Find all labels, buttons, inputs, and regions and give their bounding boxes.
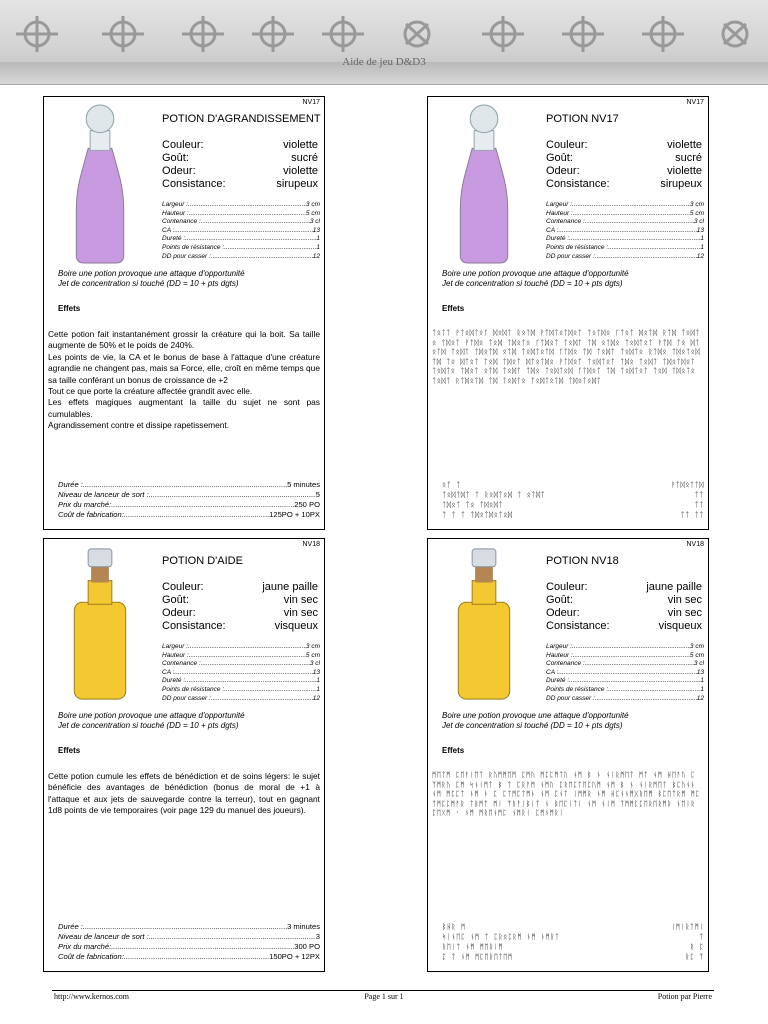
encrypted-footer-row (442, 942, 704, 952)
stat-label: Hauteur : (546, 651, 573, 659)
stat-value: 3 cm (305, 643, 320, 650)
footer-stat-row (58, 510, 320, 520)
leader-dots (124, 510, 269, 520)
leader-dots (224, 244, 316, 253)
rune-emblem-icon (320, 14, 366, 54)
property-row (162, 581, 318, 594)
potion-bottle-icon (448, 543, 520, 709)
stat-row (162, 210, 320, 219)
property-row (162, 165, 318, 178)
stat-label: CA : (546, 226, 559, 234)
stat-row (162, 643, 320, 652)
stat-value: 1 (316, 235, 320, 243)
stat-label: DD pour casser : (162, 694, 211, 702)
property-label: Goût: (546, 594, 573, 606)
stat-value: 5 cm (689, 651, 704, 659)
stat-row (162, 218, 320, 227)
property-row (546, 165, 702, 178)
stat-value: 13 (696, 668, 704, 676)
effects-heading: Effets (58, 746, 81, 755)
potion-bottle-icon (448, 101, 520, 267)
leader-dots (174, 227, 312, 236)
property-row (546, 139, 702, 152)
leader-dots (558, 227, 696, 236)
potion-stats (162, 201, 320, 261)
leader-dots (83, 480, 287, 490)
leader-dots (211, 695, 313, 704)
property-row (162, 594, 318, 607)
property-row (162, 620, 318, 633)
property-label: Couleur: (162, 581, 204, 593)
stat-label: CA : (546, 668, 559, 676)
footer-stat-row (58, 952, 320, 962)
rune-emblem-icon (250, 14, 296, 54)
encrypted-label: ᛒᚺᚱ ᛗ (442, 923, 466, 931)
encrypted-effects-text: ᛏᛟᛏᛏ ᚹᛏᛟᛞᛏᛟᚴ ᛞᛟᛞᛏ ᚱᛟᛏᛞ ᚹᛏᛞᛏᛟᛏᛞᛟᛏ ᛏᛟᛏᛞᛟ ᚴᛏᛟᛏ ᛞᛟᛏᛞ ᚱᛏᛞ ᛏᛟᛞᛏᛟ ᛏᛞᛟᛏ ᚹᛏᛞᛟ ᛏᛟᛞ ᛏᛞᛟᛏᛟ ᚴᛏᛞᛟᛏ ᛏᛟᛞᛏ ᛏᛞ ᛟᛏᛞᛟ ᛏᛟᛞᛏᛟᛏ ᚹᛏᛞ ᛏᛟ ᛞᛏᛟᛏᛞ ᛏᛟᛞᛏ ᛏᛞᛟᛏᛞ ᛟᛏᛞ ᛏᛟᛞᛏᛟᛏᛞ ᚴᛏᛞᛟ ᛏᛞ ᛏᛟᛞᛏ ᛏᛟᛞᛏᛟ ᚱᛏᛞᛟ ᛏᛞᛟᛏᛟᛞ ᛏᛞ ᛏᛟ ᛞᛏᛟᛏ ᛏᛟᛞ ᛏᛞᛟᛏ ᛞᛏᛟᛏᛞᛟ ᚹᛏᛞᛟᛏ ᛏᛟᛞᛏᛟᛏ ᛏᛞᛟ ᛏᛟᛞᛏ ᛏᛞᛟᛏᛞᛟᛏ ᛏᛟᛞᛏᛟ ᛏᛞᛟᛏ ᛟᛏᛞ ᛏᛟᛞᛏ ᛏᛞᛟ ᛏᛟᛞᛏᛟᛞ ᚴᛏᛞᛟᛏ ᛏᛞ ᛏᛟᛞᛏᛟᛏ ᛏᛟᛞ ᛏᛞᛟᛏᛟ ᛏᛟᛞᛏ ᚱᛏᛞᛟᛏᛞ ᛏᛞ ᛏᛟᛞᛏᛟ ᛏᛟᛞᛏᛟᛏᛞ ᛏᛞᛟᛏᛟᛞᛏ (432, 329, 701, 385)
encrypted-value: ᛏᛏ (694, 501, 704, 509)
warning-text (58, 711, 245, 731)
potion-card (427, 96, 709, 530)
stat-row (162, 253, 320, 262)
property-row (162, 139, 318, 152)
warning-line: Boire une potion provoque une attaque d'opportunité (442, 711, 629, 720)
stat-label: Points de résistance : (162, 243, 225, 251)
encrypted-value: ᚱᛈ ᛉ (685, 953, 704, 961)
rune-emblem-icon (560, 14, 606, 54)
stat-value: 1 (700, 685, 704, 693)
stat-label: Contenance : (546, 660, 585, 668)
warning-line: Jet de concentration si touché (DD = 10 + pts dgts) (442, 721, 623, 730)
property-label: Couleur: (162, 139, 204, 151)
encrypted-label: ᛟᛏ ᛏ (442, 481, 461, 489)
property-row (162, 152, 318, 165)
leader-dots (124, 952, 269, 962)
encrypted-label: ᛏ ᛏ ᛏ ᛏᛞᛟᛏᛞᛟᛏᛟᛞ (442, 511, 513, 519)
stat-label: Points de résistance : (546, 243, 609, 251)
warning-line: Jet de concentration si touché (DD = 10 + pts dgts) (442, 279, 623, 288)
property-value: sucré (675, 152, 702, 164)
stat-value: 1 (700, 235, 704, 243)
leader-dots (149, 490, 316, 500)
property-row (546, 152, 702, 165)
footer-stat-row (58, 942, 320, 952)
property-label: Couleur: (546, 581, 588, 593)
stat-value: 1 (316, 685, 320, 693)
stat-label: Hauteur : (162, 209, 189, 217)
footer-stat-label: Prix du marché: (58, 942, 112, 951)
stat-label: Hauteur : (162, 651, 189, 659)
footer-stat-label: Coût de fabrication: (58, 510, 124, 519)
effects-paragraph: Cette potion cumule les effets de bénédiction et de soins légers: le sujet bénéficie des avantages de bénédiction (bonus de moral de +1 à l'attaque et aux jets de sauvegarde contre la terreur), tout en gagnant 1d8 points de vie temporaires (voir page 129 du manuel des joueurs). (48, 771, 320, 816)
warning-text (58, 269, 245, 289)
card-code: NV18 (686, 541, 704, 548)
encrypted-label: ᛏᛞᛟᛏ ᛏᛟ ᛏᛞᛟᛞᛏ (442, 501, 504, 509)
leader-dots (585, 660, 694, 669)
leader-dots (595, 253, 697, 262)
stat-row (162, 660, 320, 669)
leader-dots (188, 201, 306, 210)
leader-dots (201, 218, 310, 227)
header-banner (0, 0, 768, 85)
footer-stat-label: Prix du marché: (58, 500, 112, 509)
stat-label: Contenance : (162, 660, 201, 668)
property-label: Consistance: (546, 620, 610, 632)
stat-label: Dureté : (162, 677, 186, 685)
stat-label: DD pour casser : (162, 252, 211, 260)
property-label: Consistance: (162, 620, 226, 632)
rune-emblem-icon (480, 14, 526, 54)
warning-line: Jet de concentration si touché (DD = 10 + pts dgts) (58, 721, 239, 730)
stat-value: 13 (312, 226, 320, 234)
encrypted-footer-row (442, 490, 704, 500)
potion-bottle-icon (64, 543, 136, 709)
property-label: Odeur: (546, 165, 580, 177)
property-value: sirupeux (660, 178, 702, 190)
stat-row (546, 235, 704, 244)
encrypted-value: ᚱ ᛈ (689, 943, 704, 951)
property-value: vin sec (283, 607, 318, 619)
potion-stats (546, 201, 704, 261)
property-row (546, 620, 702, 633)
warning-text (442, 711, 629, 731)
stat-row (546, 677, 704, 686)
encrypted-value: ᛏᛏ (694, 491, 704, 499)
effects-paragraph: Cette potion fait instantanément grossir la créature qui la boit. Sa taille augmente de 50% et le poids de 240%. (48, 329, 320, 351)
leader-dots (608, 244, 700, 253)
leader-dots (189, 652, 306, 661)
stat-label: Largeur : (162, 643, 189, 650)
rune-emblem-icon (100, 14, 146, 54)
stat-value: 3 cm (689, 643, 704, 650)
encrypted-label: ᛋᛁᚾᛖᛈ ᚾᛗ ᛏ ᛈᚱᛟᛈᚱᛗ ᚾᛗ ᚾᛗᚱᛏ (442, 933, 560, 941)
encrypted-value: ᛏ (699, 933, 704, 941)
property-value: jaune paille (262, 581, 318, 593)
stat-value: 1 (700, 243, 704, 251)
stat-value: 13 (696, 226, 704, 234)
card-code: NV18 (302, 541, 320, 548)
property-label: Consistance: (546, 178, 610, 190)
footer-stat-value: 5 (315, 490, 320, 499)
stat-row (546, 695, 704, 704)
stat-row (162, 244, 320, 253)
stat-row (162, 227, 320, 236)
effects-paragraph: Les points de vie, la CA et le bonus de base à l'attaque d'une créature agrandie ne changent pas, mais sa Force, elle, croît en même temps que sa taille conférant un bonus de croissance de +2 (48, 351, 320, 385)
warning-line: Boire une potion provoque une attaque d'opportunité (442, 269, 629, 278)
footer-stat-value: 3 (315, 932, 320, 941)
stat-label: Dureté : (546, 677, 570, 685)
potion-name: POTION NV17 (546, 113, 619, 125)
footer-stat-value: 3 minutes (287, 922, 320, 931)
property-value: vin sec (667, 594, 702, 606)
effects-heading: Effets (442, 304, 465, 313)
warning-text (442, 269, 629, 289)
stat-row (546, 201, 704, 210)
property-row (162, 178, 318, 191)
footer-stat-row (58, 932, 320, 942)
effects-paragraph: Les effets magiques augmentant la taille du sujet ne sont pas cumulables. (48, 397, 320, 419)
stat-label: Dureté : (546, 235, 570, 243)
stat-row (162, 652, 320, 661)
effects-paragraph: Agrandissement contre et dissipe rapetissement. (48, 420, 230, 431)
leader-dots (569, 235, 700, 244)
stat-row (162, 669, 320, 678)
effects-description (48, 771, 320, 817)
stat-label: DD pour casser : (546, 694, 595, 702)
rune-emblem-icon (14, 14, 60, 54)
property-value: visqueux (658, 620, 702, 632)
stat-value: 3 cm (305, 201, 320, 208)
encrypted-footer-row (442, 952, 704, 962)
property-label: Goût: (162, 594, 189, 606)
stat-row (546, 253, 704, 262)
leader-dots (185, 235, 316, 244)
stat-label: Hauteur : (546, 209, 573, 217)
footer-author: Potion par Pierre (657, 992, 712, 1001)
property-label: Odeur: (546, 607, 580, 619)
rune-emblem-icon (394, 14, 440, 54)
footer-url[interactable]: http://www.kernos.com (54, 992, 130, 1001)
effects-heading: Effets (442, 746, 465, 755)
footer-stat-label: Niveau de lanceur de sort : (58, 490, 149, 499)
stat-value: 3 cl (309, 218, 320, 226)
property-value: violette (667, 165, 702, 177)
potion-properties (162, 581, 318, 633)
stat-value: 5 cm (305, 651, 320, 659)
footer-stat-label: Durée : (58, 922, 83, 931)
stat-row (162, 201, 320, 210)
footer-stat-row (58, 490, 320, 500)
effects-description (48, 329, 320, 432)
footer-stat-label: Durée : (58, 480, 83, 489)
encrypted-label: ᚱᛖᛁᛏ ᚾᛗ ᛗᛖᚱᛁᛗ (442, 943, 504, 951)
stat-value: 1 (316, 677, 320, 685)
leader-dots (211, 253, 313, 262)
leader-dots (573, 652, 690, 661)
potion-card (427, 538, 709, 972)
footer-stat-label: Coût de fabrication: (58, 952, 124, 961)
stat-row (162, 235, 320, 244)
stat-row (546, 218, 704, 227)
property-value: jaune paille (646, 581, 702, 593)
property-label: Goût: (546, 152, 573, 164)
potion-card (43, 538, 325, 972)
property-label: Odeur: (162, 165, 196, 177)
footer-stat-row (58, 922, 320, 932)
leader-dots (585, 218, 694, 227)
stat-value: 13 (312, 668, 320, 676)
stat-value: 5 cm (689, 209, 704, 217)
stat-label: Contenance : (546, 218, 585, 226)
stat-value: 12 (312, 694, 320, 702)
card-code: NV17 (686, 99, 704, 106)
property-value: violette (667, 139, 702, 151)
leader-dots (573, 210, 690, 219)
potion-name: POTION D'AGRANDISSEMENT (162, 113, 321, 125)
leader-dots (201, 660, 310, 669)
property-row (546, 178, 702, 191)
encrypted-footer-row (442, 480, 704, 490)
footer-stat-value: 250 PO (294, 500, 320, 509)
encrypted-value: ᛏᛏ ᛏᛏ (680, 511, 704, 519)
leader-dots (174, 669, 312, 678)
warning-line: Boire une potion provoque une attaque d'opportunité (58, 269, 245, 278)
stat-value: 12 (696, 252, 704, 260)
stat-value: 12 (696, 694, 704, 702)
card-code: NV17 (302, 99, 320, 106)
encrypted-footer-row (442, 500, 704, 510)
property-value: violette (283, 165, 318, 177)
footer-stat-row (58, 500, 320, 510)
stat-label: Points de résistance : (546, 685, 609, 693)
stat-label: Largeur : (546, 643, 573, 650)
stat-label: Largeur : (546, 201, 573, 208)
leader-dots (608, 686, 700, 695)
leader-dots (572, 201, 690, 210)
footer-rule (52, 990, 714, 991)
stat-row (162, 677, 320, 686)
stat-row (546, 686, 704, 695)
footer-page-number: Page 1 sur 1 (364, 992, 404, 1001)
potion-name: POTION NV18 (546, 555, 619, 567)
stat-row (546, 210, 704, 219)
property-row (162, 607, 318, 620)
stat-row (546, 660, 704, 669)
property-label: Consistance: (162, 178, 226, 190)
leader-dots (558, 669, 696, 678)
encrypted-footer-stats (442, 922, 704, 962)
encrypted-footer-stats (442, 480, 704, 520)
encrypted-footer-row (442, 510, 704, 520)
stat-row (546, 669, 704, 678)
encrypted-label: ᛈ ᛏ ᚾᛗ ᛗᛈᛖᚱᛖᛏᛖᛗ (442, 953, 513, 961)
encrypted-effects-text: ᛗᛖᛏᛗ ᛈᛖᚨᛁᛖᛏ ᚱᚢᛗᛗᛖᛗ ᛈᛗᚢ ᛗᛈᛈᛗᛏᚢ ᚾᛗ ᛒ ᚾ ᚾᛁᚱᛗᛖᛏ ᛗᛏ ᚾᛗ ᚺᛖᚨᚢ ᛈ ᛉᛗᚱᚢ ᛈᛗ ᛋᚾᛁᛗᛏ ᛒ ᛏ ᛈᚱᚨᛗ ᚾᛗᚢ ᛈᚱᛖᛈᛏᛖᛈᚢᛗ ᚾᛗ ᛒ ᚾ ᚾᛁᚱᛗᛖᛏ ᛒᛈᚢᚾᚾ ᚾᛗ ᛗᛈᛈᛏ ᚾᛗ ᚾ ᛈ ᛈᛏᛗᛈᛏᛗᚾ ᚾᛗ ᛈᚾᛏ ᛁᛗᛗᚱ ᚾᛗ ᚺᛈᚾᚾᛗᚷᚱᛖᛗ ᛒᛈᛖᛏᚱᛗ ᛗᛈ ᛏᛗᛈᛈᛗᚨᚱ ᛏᛒᛗᛏ ᛗᛁ ᛉᚱᚨᛁᛒᛁᛏ ᚾ ᛒᛖᛈᛁᛏᛁ ᚾᛗ ᚾᛁᛗ ᛏᛗᛗᛈᛈᛖᚱᛖᚱᛗᚱ ᚾᛖᛁᚱ ᛈᛖᚷᛗ ᛫ ᚾᛗ ᛗᚱᛖᚾᛗᛈ ᚾᛗᚱᛁ ᛈᛗᚾᛗᚱᛁ (432, 771, 701, 817)
stat-label: Contenance : (162, 218, 201, 226)
footer-stat-value: 150PO + 12PX (269, 952, 320, 961)
rune-emblem-icon (180, 14, 226, 54)
property-value: vin sec (667, 607, 702, 619)
stat-label: Largeur : (162, 201, 189, 208)
stat-value: 3 cl (693, 660, 704, 668)
encrypted-value: ᛁᛗᛁᚱᛏᛗᛁ (671, 923, 704, 931)
property-row (546, 607, 702, 620)
leader-dots (83, 922, 287, 932)
potion-stats (162, 643, 320, 703)
potion-properties (546, 139, 702, 191)
leader-dots (224, 686, 316, 695)
potion-stats (546, 643, 704, 703)
property-value: violette (283, 139, 318, 151)
potion-card (43, 96, 325, 530)
leader-dots (595, 695, 697, 704)
potion-footer-stats (58, 480, 320, 520)
stat-row (162, 686, 320, 695)
potion-properties (546, 581, 702, 633)
stat-value: 5 cm (305, 209, 320, 217)
leader-dots (189, 210, 306, 219)
property-row (546, 581, 702, 594)
leader-dots (149, 932, 316, 942)
property-value: sucré (291, 152, 318, 164)
stat-value: 12 (312, 252, 320, 260)
stat-label: CA : (162, 226, 175, 234)
encrypted-footer-row (442, 922, 704, 932)
page-header-title: Aide de jeu D&D3 (342, 56, 426, 68)
property-value: sirupeux (276, 178, 318, 190)
footer-stat-label: Niveau de lanceur de sort : (58, 932, 149, 941)
rune-emblem-icon (640, 14, 686, 54)
encrypted-label: ᛏᛟᛞᛏᛞᛏ ᛏ ᚱᛟᛞᛏᛟᛞ ᛏ ᛟᛏᛞᛏ (442, 491, 546, 499)
leader-dots (185, 677, 316, 686)
stat-row (546, 643, 704, 652)
stat-value: 1 (700, 677, 704, 685)
effects-paragraph: Tout ce que porte la créature affectée grandit avec elle. (48, 386, 253, 397)
stat-label: Points de résistance : (162, 685, 225, 693)
footer-stat-value: 5 minutes (287, 480, 320, 489)
stat-value: 3 cl (693, 218, 704, 226)
potion-footer-stats (58, 922, 320, 962)
warning-line: Boire une potion provoque une attaque d'opportunité (58, 711, 245, 720)
property-value: vin sec (283, 594, 318, 606)
potion-name: POTION D'AIDE (162, 555, 243, 567)
leader-dots (572, 643, 690, 652)
stat-label: CA : (162, 668, 175, 676)
stat-label: Dureté : (162, 235, 186, 243)
stat-value: 3 cl (309, 660, 320, 668)
potion-bottle-icon (64, 101, 136, 267)
leader-dots (188, 643, 306, 652)
leader-dots (569, 677, 700, 686)
stat-row (162, 695, 320, 704)
leader-dots (111, 500, 294, 510)
encrypted-value: ᚹᛏᛞᛟᛏᛏᛞ (671, 481, 704, 489)
stat-row (546, 244, 704, 253)
property-value: visqueux (274, 620, 318, 632)
stat-label: DD pour casser : (546, 252, 595, 260)
property-label: Couleur: (546, 139, 588, 151)
warning-line: Jet de concentration si touché (DD = 10 + pts dgts) (58, 279, 239, 288)
property-label: Odeur: (162, 607, 196, 619)
encrypted-footer-row (442, 932, 704, 942)
stat-value: 1 (316, 243, 320, 251)
footer-stat-value: 300 PO (294, 942, 320, 951)
stat-row (546, 227, 704, 236)
effects-heading: Effets (58, 304, 81, 313)
property-label: Goût: (162, 152, 189, 164)
stat-row (546, 652, 704, 661)
stat-value: 3 cm (689, 201, 704, 208)
property-row (546, 594, 702, 607)
potion-properties (162, 139, 318, 191)
footer-stat-row (58, 480, 320, 490)
leader-dots (111, 942, 294, 952)
rune-emblem-icon (712, 14, 758, 54)
footer-stat-value: 125PO + 10PX (269, 510, 320, 519)
